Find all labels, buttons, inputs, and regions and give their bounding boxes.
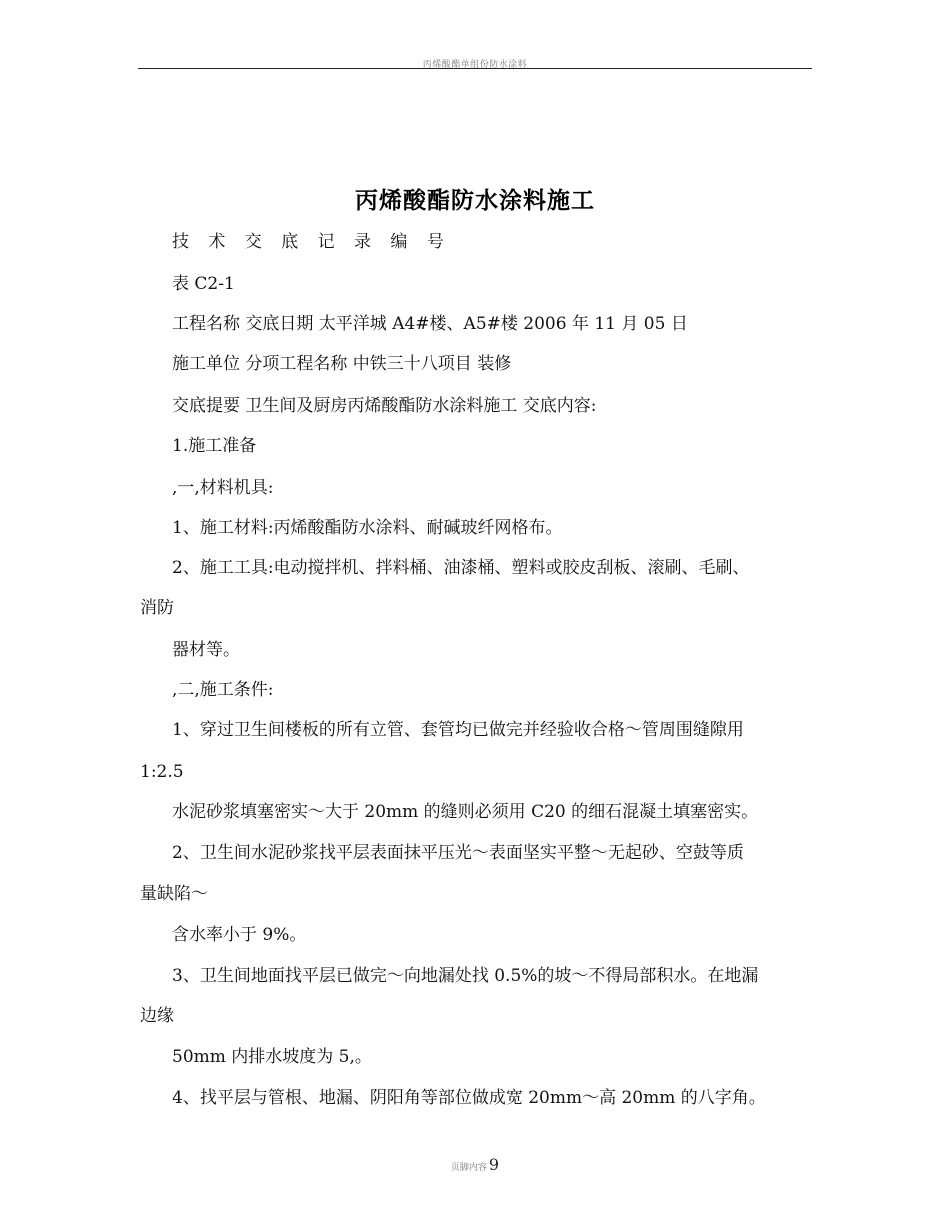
paragraph-construction-unit: 施工单位 分项工程名称 中铁三十八项目 装修 [172, 354, 512, 374]
list-item-condition-1-cont-1: 1:2.5 [140, 762, 184, 782]
subsection-heading-conditions: ,二,施工条件: [172, 680, 274, 700]
paragraph-record-number: 技 术 交 底 记 录 编 号 [172, 232, 451, 252]
list-item-condition-2-cont-2: 含水率小于 9%。 [172, 925, 307, 945]
list-item-condition-4: 4、找平层与管根、地漏、阴阳角等部位做成宽 20mm～高 20mm 的八字角。 [172, 1088, 766, 1108]
list-item-condition-2: 2、卫生间水泥砂浆找平层表面抹平压光～表面坚实平整～无起砂、空鼓等质 [172, 843, 744, 863]
document-title: 丙烯酸酯防水涂料施工 [355, 187, 595, 214]
footer-label: 页脚内容 [450, 1163, 487, 1173]
list-item-condition-1-cont-2: 水泥砂浆填塞密实～大于 20mm 的缝则必须用 C20 的细石混凝土填塞密实。 [172, 802, 759, 822]
paragraph-project-name: 工程名称 交底日期 太平洋城 A4#楼、A5#楼 2006 年 11 月 05 日 [172, 314, 688, 334]
list-item-condition-1: 1、穿过卫生间楼板的所有立管、套管均已做完并经验收合格～管周围缝隙用 [172, 720, 744, 740]
page-header [138, 52, 812, 69]
list-item-tools: 2、施工工具:电动搅拌机、拌料桶、油漆桶、塑料或胶皮刮板、滚刷、毛刷、 [172, 558, 750, 578]
section-heading-preparation: 1.施工准备 [172, 436, 257, 456]
list-item-tools-cont-1: 消防 [140, 598, 174, 618]
list-item-condition-3: 3、卫生间地面找平层已做完～向地漏处找 0.5%的坡～不得局部积水。在地漏 [172, 966, 759, 986]
list-item-materials: 1、施工材料:丙烯酸酯防水涂料、耐碱玻纤网格布。 [172, 518, 563, 538]
page-number: 9 [488, 1155, 500, 1174]
paragraph-table-id: 表 C2-1 [172, 274, 235, 294]
subsection-heading-materials: ,一,材料机具: [172, 478, 274, 498]
paragraph-summary: 交底提要 卫生间及厨房丙烯酸酯防水涂料施工 交底内容: [172, 396, 597, 416]
list-item-condition-3-cont-1: 边缘 [140, 1006, 174, 1026]
list-item-tools-cont-2: 器材等。 [172, 640, 240, 660]
header-text: 丙烯酸酯单组份防水涂料 [422, 60, 528, 70]
list-item-condition-3-cont-2: 50mm 内排水坡度为 5,。 [172, 1047, 372, 1067]
list-item-condition-2-cont-1: 量缺陷～ [140, 884, 208, 904]
page-footer [0, 1155, 950, 1174]
